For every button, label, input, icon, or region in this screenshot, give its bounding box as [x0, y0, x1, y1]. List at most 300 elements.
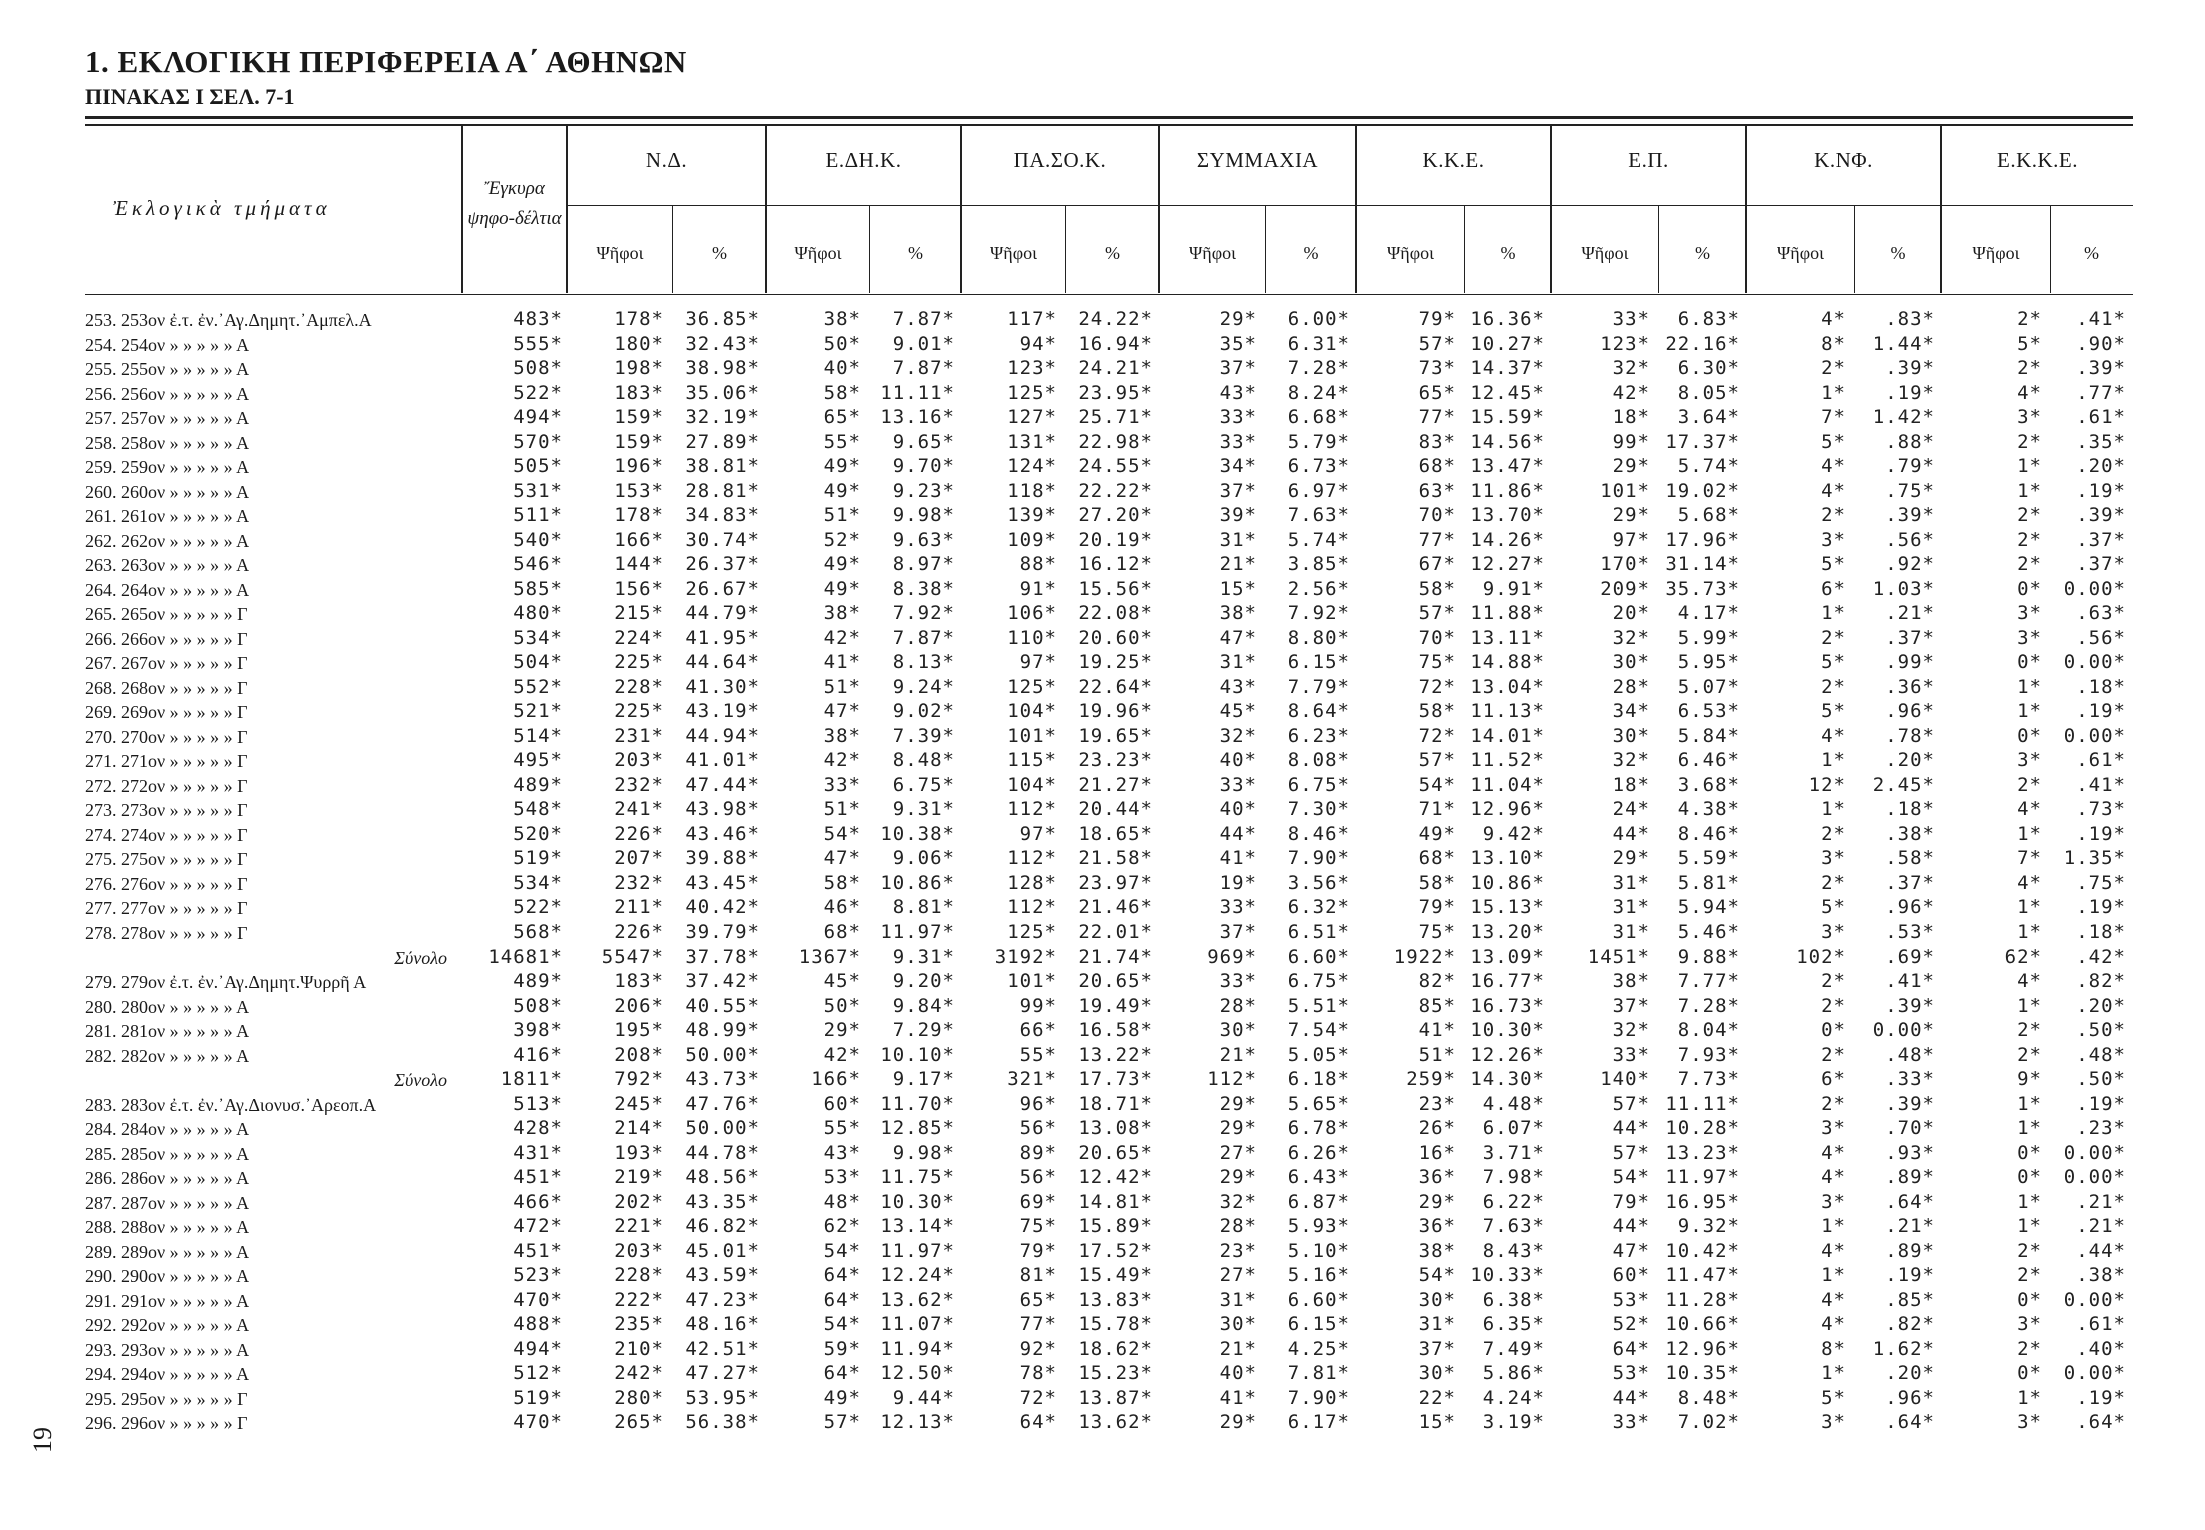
pct-cell: 48.56* [685, 1166, 760, 1189]
pct-cell: 8.81* [892, 896, 955, 919]
votes-cell: 0* [2017, 1141, 2042, 1164]
votes-cell: 30* [1612, 651, 1650, 674]
votes-cell: 54* [1418, 1264, 1456, 1287]
pct-cell: 3.64* [1677, 406, 1740, 429]
pct-cell: .99* [1885, 651, 1935, 674]
table-row [0, 504, 2205, 528]
votes-cell: 1922* [1393, 945, 1456, 968]
votes-cell: 4* [1821, 1166, 1846, 1189]
party-name: Ε.Κ.Κ.Ε. [1997, 148, 2078, 172]
votes-cell: 70* [1418, 504, 1456, 527]
votes-cell: 58* [823, 381, 861, 404]
votes-cell: 123* [1007, 357, 1057, 380]
pct-cell: .18* [2076, 921, 2126, 943]
votes-cell: 72* [1019, 1386, 1057, 1409]
table-row [0, 357, 2205, 381]
votes-cell: 224* [614, 626, 664, 649]
votes-cell: 5* [2017, 332, 2042, 355]
votes-cell: 77* [1019, 1313, 1057, 1336]
pct-cell: 43.73* [685, 1068, 760, 1091]
votes-cell: 46* [823, 896, 861, 919]
section-label: 281. 281ον » » » » » Α [85, 1021, 250, 1042]
pct-cell: .75* [1885, 479, 1935, 502]
votes-cell: 65* [1019, 1288, 1057, 1311]
pct-cell: 23.97* [1078, 871, 1153, 894]
votes-cell: 30* [1219, 1313, 1257, 1336]
votes-cell: 88* [1019, 553, 1057, 576]
votes-cell: 79* [1019, 1239, 1057, 1262]
votes-cell: 85* [1418, 994, 1456, 1017]
votes-cell: 104* [1007, 700, 1057, 723]
pct-cell: 1.62* [1872, 1337, 1935, 1360]
votes-cell: 2* [1821, 822, 1846, 845]
table-row [0, 725, 2205, 749]
pct-cell: .19* [2076, 896, 2126, 919]
pct-cell: .39* [1885, 994, 1935, 1017]
pct-cell: 42.51* [685, 1337, 760, 1360]
votes-cell: 101* [1600, 479, 1650, 502]
votes-cell: 32* [1612, 749, 1650, 772]
pct-cell: 11.88* [1470, 602, 1545, 625]
pct-cell: .50* [2076, 1068, 2126, 1091]
votes-cell: 124* [1007, 455, 1057, 478]
votes-cell: 140* [1600, 1068, 1650, 1091]
votes-cell: 2* [2017, 553, 2042, 576]
votes-cell: 20* [1612, 602, 1650, 625]
pct-cell: 5.74* [1287, 528, 1350, 551]
votes-cell: 4* [1821, 455, 1846, 478]
party-name: Ε.ΔΗ.Κ. [825, 148, 902, 172]
pct-cell: .64* [1885, 1411, 1935, 1434]
pct-cell: 36.85* [685, 308, 760, 330]
votes-cell: 1* [1821, 381, 1846, 404]
votes-cell: 231* [614, 724, 664, 747]
votes-cell: 166* [614, 528, 664, 551]
votes-cell: 131* [1007, 430, 1057, 453]
votes-cell: 210* [614, 1337, 664, 1360]
valid-ballots-cell: 555* [513, 332, 563, 355]
pct-cell: 27.89* [685, 430, 760, 453]
votes-cell: 78* [1019, 1362, 1057, 1385]
table-row [0, 1166, 2205, 1190]
pct-cell: 44.94* [685, 724, 760, 747]
votes-cell: 112* [1007, 896, 1057, 919]
votes-cell: 206* [614, 994, 664, 1017]
votes-cell: 2* [2017, 504, 2042, 527]
pct-cell: .50* [2076, 1019, 2126, 1042]
votes-cell: 101* [1007, 724, 1057, 747]
votes-cell: 225* [614, 700, 664, 723]
pct-cell: 24.21* [1078, 357, 1153, 380]
valid-ballots-cell: 531* [513, 479, 563, 502]
pct-cell: 7.87* [892, 626, 955, 649]
pct-cell: 5.16* [1287, 1264, 1350, 1287]
pct-cell: 47.23* [685, 1288, 760, 1311]
pct-cell: .73* [2076, 798, 2126, 821]
pct-cell: 5.94* [1677, 896, 1740, 919]
pct-cell: 8.13* [892, 651, 955, 674]
pct-cell: 18.71* [1078, 1092, 1153, 1115]
pct-cell: 6.75* [1287, 773, 1350, 796]
pct-cell: .64* [2076, 1411, 2126, 1434]
votes-cell: 1* [1821, 1264, 1846, 1287]
votes-cell: 29* [1219, 1166, 1257, 1189]
pct-cell: 7.92* [892, 602, 955, 625]
pct-cell: 6.22* [1482, 1190, 1545, 1213]
votes-cell: 203* [614, 749, 664, 772]
votes-cell: 0* [2017, 1288, 2042, 1311]
pct-cell: 15.49* [1078, 1264, 1153, 1287]
pct-cell: 45.01* [685, 1239, 760, 1262]
votes-cell: 43* [1219, 381, 1257, 404]
table-row [0, 1338, 2205, 1362]
votes-cell: 73* [1418, 357, 1456, 380]
pct-cell: 48.16* [685, 1313, 760, 1336]
pct-cell: 6.46* [1677, 749, 1740, 772]
votes-cell: 28* [1612, 675, 1650, 698]
pct-cell: 6.68* [1287, 406, 1350, 429]
pct-cell: 20.19* [1078, 528, 1153, 551]
votes-cell: 280* [614, 1386, 664, 1409]
votes-cell: 42* [823, 749, 861, 772]
votes-cell: 29* [1219, 1117, 1257, 1140]
pct-cell: 21.74* [1078, 945, 1153, 968]
votes-cell: 40* [1219, 798, 1257, 821]
table-row [0, 1019, 2205, 1043]
votes-cell: 5* [1821, 1386, 1846, 1409]
votes-cell: 30* [1612, 724, 1650, 747]
section-label: 283. 283ον ἐ.τ. ἐν.᾿Αγ.Διονυσ.᾿Αρεοπ.Α [85, 1094, 377, 1115]
pct-cell: .48* [1885, 1043, 1935, 1066]
valid-ballots-cell: 495* [513, 749, 563, 772]
pct-cell: 5.59* [1677, 847, 1740, 870]
votes-cell: 3* [2017, 406, 2042, 429]
section-label: 264. 264ον » » » » » Α [85, 579, 250, 600]
votes-cell: 37* [1612, 994, 1650, 1017]
votes-cell: 2* [2017, 1264, 2042, 1287]
votes-cell: 15* [1219, 577, 1257, 600]
pct-cell: 11.13* [1470, 700, 1545, 723]
pct-cell: 16.77* [1470, 970, 1545, 993]
votes-cell: 79* [1612, 1190, 1650, 1213]
party-header [1942, 126, 2133, 293]
votes-cell: 226* [614, 822, 664, 845]
pct-cell: 6.97* [1287, 479, 1350, 502]
pct-cell: 11.97* [1665, 1166, 1740, 1189]
table-row [0, 627, 2205, 651]
table-row [0, 1191, 2205, 1215]
valid-ballots-cell: 472* [513, 1215, 563, 1238]
votes-cell: 47* [823, 847, 861, 870]
valid-ballots-cell: 546* [513, 553, 563, 576]
votes-cell: 36* [1418, 1215, 1456, 1238]
votes-cell: 18* [1612, 406, 1650, 429]
pct-cell: 43.59* [685, 1264, 760, 1287]
votes-cell: 57* [1418, 602, 1456, 625]
votes-cell: 1* [2017, 700, 2042, 723]
pct-cell: 12.96* [1665, 1337, 1740, 1360]
votes-cell: 5* [1821, 430, 1846, 453]
page-number: 19 [28, 1427, 57, 1453]
votes-cell: 29* [1612, 847, 1650, 870]
pct-cell: .42* [2076, 945, 2126, 968]
pct-cell: 9.01* [892, 332, 955, 355]
party-header [568, 126, 767, 293]
votes-cell: 47* [823, 700, 861, 723]
pct-cell: .96* [1885, 700, 1935, 723]
votes-label: Ψῆφοι [1777, 243, 1824, 263]
pct-cell: 8.24* [1287, 381, 1350, 404]
votes-cell: 32* [1219, 1190, 1257, 1213]
pct-cell: .35* [2076, 430, 2126, 453]
votes-cell: 6* [1821, 577, 1846, 600]
total-label: Σύνολο [394, 947, 447, 968]
pct-cell: 10.38* [880, 822, 955, 845]
pct-cell: .79* [1885, 455, 1935, 478]
table-row [0, 333, 2205, 357]
party-name: Κ.Κ.Ε. [1422, 148, 1485, 172]
pct-cell: 0.00* [2063, 577, 2126, 600]
votes-cell: 3* [2017, 1411, 2042, 1434]
votes-cell: 31* [1612, 921, 1650, 943]
section-label: 268. 268ον » » » » » Γ [85, 677, 248, 698]
votes-cell: 4* [2017, 970, 2042, 993]
pct-cell: 17.73* [1078, 1068, 1153, 1091]
pct-cell: .18* [1885, 798, 1935, 821]
votes-cell: 54* [1612, 1166, 1650, 1189]
pct-cell: 7.90* [1287, 1386, 1350, 1409]
votes-cell: 2* [2017, 1239, 2042, 1262]
pct-cell: .18* [2076, 675, 2126, 698]
pct-cell: 9.32* [1677, 1215, 1740, 1238]
valid-ballots-cell: 451* [513, 1239, 563, 1262]
votes-cell: 36* [1418, 1166, 1456, 1189]
section-label: 292. 292ον » » » » » Α [85, 1315, 250, 1336]
table-row [0, 651, 2205, 675]
pct-cell: 8.46* [1287, 822, 1350, 845]
pct-cell: 7.39* [892, 724, 955, 747]
pct-cell: 37.78* [685, 945, 760, 968]
votes-cell: 35* [1219, 332, 1257, 355]
pct-cell: 5.10* [1287, 1239, 1350, 1262]
pct-cell: 7.73* [1677, 1068, 1740, 1091]
pct-label: % [1890, 243, 1906, 263]
valid-ballots-cell: 568* [513, 921, 563, 943]
pct-cell: 11.07* [880, 1313, 955, 1336]
votes-cell: 58* [1418, 577, 1456, 600]
pct-cell: 0.00* [2063, 724, 2126, 747]
votes-cell: 33* [1612, 1043, 1650, 1066]
votes-cell: 41* [823, 651, 861, 674]
votes-cell: 38* [1612, 970, 1650, 993]
section-label: 261. 261ον » » » » » Α [85, 506, 250, 527]
votes-cell: 57* [1612, 1141, 1650, 1164]
votes-cell: 228* [614, 1264, 664, 1287]
pct-cell: 19.02* [1665, 479, 1740, 502]
valid-ballots-cell: 585* [513, 577, 563, 600]
votes-cell: 28* [1219, 1215, 1257, 1238]
votes-cell: 32* [1219, 724, 1257, 747]
table-subtitle: ΠΙΝΑΚΑΣ Ι ΣΕΛ. 7-1 [85, 84, 295, 109]
votes-cell: 33* [823, 773, 861, 796]
party-header [1552, 126, 1747, 293]
votes-cell: 44* [1219, 822, 1257, 845]
pct-cell: 0.00* [1872, 1019, 1935, 1042]
party-separator [962, 205, 1158, 206]
valid-ballots-cell: 520* [513, 822, 563, 845]
table-row [0, 529, 2205, 553]
votes-cell: 109* [1007, 528, 1057, 551]
pct-cell: 11.94* [880, 1337, 955, 1360]
party-separator [1747, 205, 1940, 206]
pct-cell: 21.27* [1078, 773, 1153, 796]
votes-cell: 1* [2017, 479, 2042, 502]
pct-cell: 40.42* [685, 896, 760, 919]
pct-cell: 14.56* [1470, 430, 1545, 453]
party-name: Κ.ΝΦ. [1814, 148, 1873, 172]
pct-cell: 7.93* [1677, 1043, 1740, 1066]
table-row [0, 431, 2205, 455]
pct-cell: 11.52* [1470, 749, 1545, 772]
votes-cell: 241* [614, 798, 664, 821]
pct-cell: .37* [1885, 626, 1935, 649]
pct-cell: 10.66* [1665, 1313, 1740, 1336]
pct-cell: 24.22* [1078, 308, 1153, 330]
pct-cell: 26.67* [685, 577, 760, 600]
pct-cell: .85* [1885, 1288, 1935, 1311]
party-name: ΠΑ.ΣΟ.Κ. [1013, 148, 1107, 172]
party-header [1160, 126, 1357, 293]
table-row [0, 578, 2205, 602]
votes-cell: 102* [1796, 945, 1846, 968]
votes-cell: 29* [1219, 1411, 1257, 1434]
pct-cell: 9.70* [892, 455, 955, 478]
pct-cell: 8.48* [892, 749, 955, 772]
votes-cell: 193* [614, 1141, 664, 1164]
pct-cell: 34.83* [685, 504, 760, 527]
pct-cell: 16.36* [1470, 308, 1545, 330]
pct-cell: 12.27* [1470, 553, 1545, 576]
votes-cell: 228* [614, 675, 664, 698]
votes-label: Ψῆφοι [990, 243, 1037, 263]
votes-cell: 29* [1219, 308, 1257, 330]
votes-cell: 1* [2017, 822, 2042, 845]
valid-ballots-cell: 489* [513, 970, 563, 993]
pct-cell: 2.56* [1287, 577, 1350, 600]
pct-cell: 11.11* [1665, 1092, 1740, 1115]
valid-ballots-cell: 483* [513, 308, 563, 330]
votes-cell: 37* [1219, 921, 1257, 943]
votes-cell: 41* [1418, 1019, 1456, 1042]
pct-cell: 5.86* [1482, 1362, 1545, 1385]
table-row [0, 1313, 2205, 1337]
votes-cell: 0* [2017, 1362, 2042, 1385]
votes-cell: 139* [1007, 504, 1057, 527]
votes-cell: 49* [823, 553, 861, 576]
votes-cell: 211* [614, 896, 664, 919]
pct-cell: 22.22* [1078, 479, 1153, 502]
pct-cell: 7.63* [1482, 1215, 1545, 1238]
votes-cell: 41* [1219, 847, 1257, 870]
pct-cell: 13.10* [1470, 847, 1545, 870]
pct-cell: 20.60* [1078, 626, 1153, 649]
pct-cell: .23* [2076, 1117, 2126, 1140]
table-row [0, 970, 2205, 994]
votes-cell: 4* [1821, 724, 1846, 747]
votes-cell: 37* [1219, 357, 1257, 380]
pct-cell: 6.35* [1482, 1313, 1545, 1336]
pct-cell: 13.70* [1470, 504, 1545, 527]
pct-cell: 10.30* [1470, 1019, 1545, 1042]
pct-cell: 6.31* [1287, 332, 1350, 355]
pct-cell: 19.96* [1078, 700, 1153, 723]
votes-cell: 21* [1219, 553, 1257, 576]
pct-cell: 17.52* [1078, 1239, 1153, 1262]
pct-cell: 10.27* [1470, 332, 1545, 355]
votes-cell: 29* [1418, 1190, 1456, 1213]
votes-cell: 110* [1007, 626, 1057, 649]
pct-cell: 5.51* [1287, 994, 1350, 1017]
section-label: 259. 259ον » » » » » Α [85, 457, 250, 478]
pct-cell: 0.00* [2063, 651, 2126, 674]
votes-cell: 1* [2017, 994, 2042, 1017]
pct-cell: .37* [1885, 871, 1935, 894]
votes-cell: 38* [1219, 602, 1257, 625]
pct-cell: 5.65* [1287, 1092, 1350, 1115]
pct-cell: 7.49* [1482, 1337, 1545, 1360]
pct-cell: .41* [2076, 773, 2126, 796]
votes-cell: 2* [1821, 626, 1846, 649]
pct-cell: 46.82* [685, 1215, 760, 1238]
votes-cell: 166* [811, 1068, 861, 1091]
section-label: 256. 256ον » » » » » Α [85, 383, 250, 404]
pct-cell: 12.50* [880, 1362, 955, 1385]
pct-cell: 15.89* [1078, 1215, 1153, 1238]
pct-cell: 11.11* [880, 381, 955, 404]
votes-cell: 33* [1219, 970, 1257, 993]
votes-cell: 156* [614, 577, 664, 600]
party-header [1357, 126, 1552, 293]
votes-cell: 64* [1612, 1337, 1650, 1360]
votes-cell: 72* [1418, 675, 1456, 698]
pct-cell: 43.98* [685, 798, 760, 821]
votes-cell: 32* [1612, 626, 1650, 649]
votes-cell: 1* [2017, 675, 2042, 698]
pct-label: % [1105, 243, 1120, 263]
pct-cell: 9.44* [892, 1386, 955, 1409]
votes-cell: 55* [823, 1117, 861, 1140]
table-row [0, 406, 2205, 430]
pct-cell: 43.45* [685, 871, 760, 894]
votes-cell: 45* [1219, 700, 1257, 723]
pct-cell: .78* [1885, 724, 1935, 747]
votes-cell: 51* [823, 798, 861, 821]
pct-cell: 6.51* [1287, 921, 1350, 943]
pct-cell: 4.25* [1287, 1337, 1350, 1360]
pct-cell: 39.88* [685, 847, 760, 870]
pct-cell: 9.88* [1677, 945, 1740, 968]
pct-cell: 14.01* [1470, 724, 1545, 747]
votes-cell: 3* [2017, 1313, 2042, 1336]
votes-cell: 38* [823, 308, 861, 330]
votes-cell: 265* [614, 1411, 664, 1434]
pct-cell: 5.79* [1287, 430, 1350, 453]
pct-cell: 8.48* [1677, 1386, 1740, 1409]
table-row [0, 847, 2205, 871]
pct-cell: 6.60* [1287, 945, 1350, 968]
section-label: 254. 254ον » » » » » Α [85, 334, 250, 355]
votes-cell: 21* [1219, 1043, 1257, 1066]
